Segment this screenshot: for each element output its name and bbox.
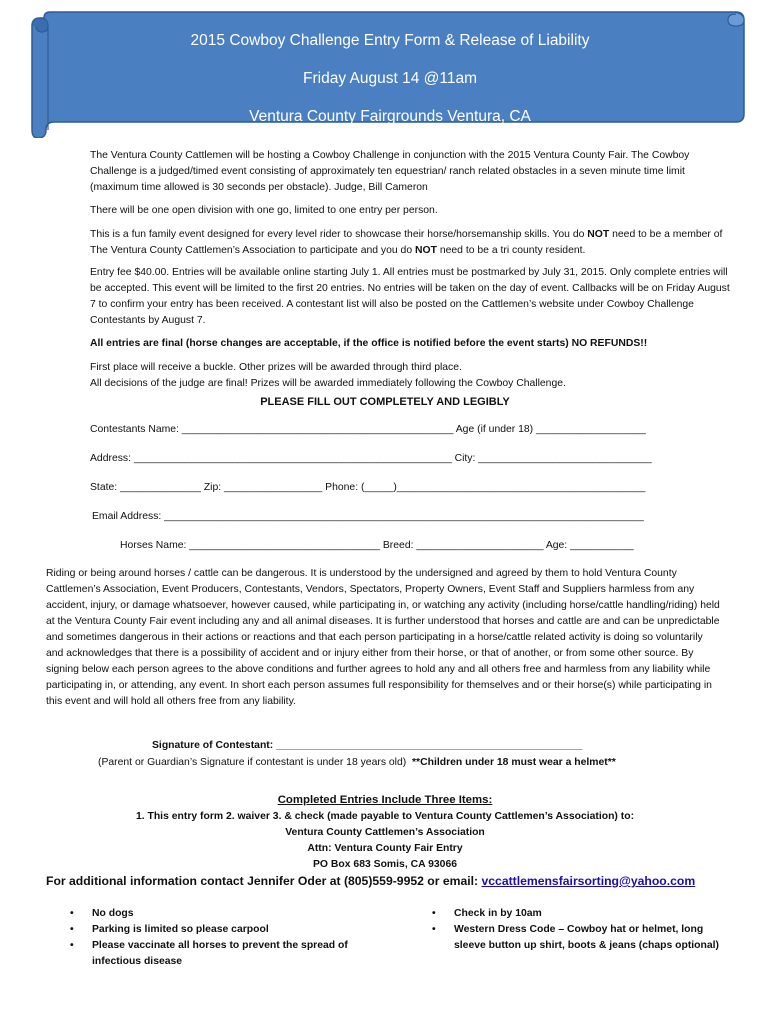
horse-info-field[interactable]: Horses Name: _________________________________ Breed: ______________________ Age: ___________ [120, 540, 634, 551]
event-venue: Ventura County Fairgrounds Ventura, CA [249, 108, 531, 125]
bullet-list-left [66, 906, 366, 970]
form-title: 2015 Cowboy Challenge Entry Form & Release of Liability [190, 32, 590, 49]
contact-email-link[interactable]: vccattlemensfairsorting@yahoo.com [481, 874, 696, 888]
mailing-address-line-3: PO Box 683 Somis, CA 93066 [313, 859, 457, 870]
prizes-line-2: All decisions of the judge are final! Prizes will be awarded immediately following the Cowboy Challenge. [90, 378, 566, 389]
guardian-note [98, 755, 616, 771]
p3-not-2: NOT [415, 245, 437, 256]
contact-text: For additional information contact Jennifer Oder at (805)559-9952 or email: [46, 874, 482, 888]
address-field[interactable]: Address: _______________________________________________________ City: ______________________________ [90, 453, 652, 464]
bullet-item [66, 938, 366, 970]
title-banner [30, 10, 746, 138]
bullet-item [66, 922, 366, 938]
guardian-text: (Parent or Guardian’s Signature if contestant is under 18 years old) [98, 757, 413, 768]
bullet-text: Please vaccinate all horses to prevent the spread of infectious disease [92, 940, 348, 967]
helmet-notice: **Children under 18 must wear a helmet** [412, 757, 616, 768]
intro-paragraph-4: Entry fee $40.00. Entries will be available online starting July 1. All entries must be postmarked by July 31, 2015. Only complete entries will be accepted. This event will be limited to the first 20 entries. No entries will be taken on the day of event. Callbacks will be on Friday August 7 to confirm your entry has been received. A contestant list will also be posted on the Cattlemen’s website under Cowboy Challenge Contestants by August 7. [90, 267, 730, 326]
bullet-text: Parking is limited so please carpool [92, 924, 269, 935]
completed-entries-items: 1. This entry form 2. waiver 3. & check (made payable to Ventura County Cattlemen’s Association) to: [135, 811, 635, 822]
intro-paragraph-1: The Ventura County Cattlemen will be hosting a Cowboy Challenge in conjunction with the 2015 Ventura County Fair. The Cowboy Challenge is a judged/timed event consisting of approximately ten equestrian/ ranch related obstacles in a seven minute time limit (maximum time allowed is 30 seconds per obstacle). Judge, Bill Cameron [90, 150, 690, 193]
bullet-item [428, 906, 728, 922]
bullet-item [428, 922, 728, 954]
prizes-line-1: First place will receive a buckle. Other prizes will be awarded through third place. [90, 362, 462, 373]
p3-text-b: need to be a member of The Ventura County Cattlemen’s Association to participate and you do [90, 229, 723, 256]
signature-field[interactable]: Signature of Contestant: _____________________________________________________ [152, 740, 583, 751]
no-refunds-notice: All entries are final (horse changes are acceptable, if the office is notified before the event starts) NO REFUNDS!! [90, 338, 648, 349]
release-of-liability-text: Riding or being around horses / cattle can be dangerous. It is understood by the undersigned and agreed by them to hold Ventura County Cattlemen’s Association, Event Producers, Contestants, Vendors, Spectators, Property Owners, Event Staff and Suppliers harmless from any accident, injury, or damage whatsoever, however caused, while participating in, or watching any activity (including horse/cattle handling/riding) held at the Ventura County Fair event including any and all animal diseases. It is further understood that horses and cattle are and can be unpredictable and sometimes dangerous in their actions or reactions and that each person participating in a horse/cattle related activity is doing so voluntarily and acknowledges that there is a possibility of accident and or injury either from their horse, or that of another, or from some other source. By signing below each person agrees to the above conditions and further agrees to hold any and all others free and harmless from any liability while participating in, or attending, any event. In short each person assumes full responsibility for themselves and or their horse(s) while participating in this event and will hold all others free from any liability. [46, 568, 720, 707]
bullet-text: Check in by 10am [454, 908, 542, 919]
completed-entries-heading: Completed Entries Include Three Items: [277, 794, 493, 806]
bullet-text: No dogs [92, 908, 134, 919]
p3-not-1: NOT [587, 229, 610, 240]
contestant-name-field[interactable]: Contestants Name: _______________________________________________ Age (if under 18) ___________________ [90, 424, 646, 435]
bullet-dot-icon: • [432, 908, 436, 919]
p3-text-a: This is a fun family event designed for every level rider to showcase their horse/horsemanship skills. You do [90, 229, 588, 240]
bullet-item [66, 906, 366, 922]
event-date: Friday August 14 @11am [303, 70, 477, 87]
bullet-dot-icon: • [432, 924, 436, 935]
email-field[interactable]: Email Address: ___________________________________________________________________________________ [92, 511, 644, 522]
contact-info [46, 873, 746, 889]
intro-paragraph-2: There will be one open division with one go, limited to one entry per person. [90, 205, 438, 216]
mailing-address-line-2: Attn: Ventura County Fair Entry [307, 843, 463, 854]
p3-text-c: need to be a tri county resident. [436, 245, 586, 256]
mailing-address-line-1: Ventura County Cattlemen’s Association [285, 827, 485, 838]
state-zip-phone-field[interactable]: State: ______________ Zip: _________________ Phone: (_____)___________________________________________ [90, 482, 646, 493]
intro-paragraph-3 [90, 227, 730, 259]
bullet-text: Western Dress Code – Cowboy hat or helmet, long sleeve button up shirt, boots & jeans (chaps optional) [454, 924, 719, 951]
bullet-list-right [428, 906, 728, 954]
form-heading: PLEASE FILL OUT COMPLETELY AND LEGIBLY [260, 396, 510, 408]
bullet-dot-icon: • [70, 908, 74, 919]
bullet-dot-icon: • [70, 924, 74, 935]
bullet-dot-icon: • [70, 940, 74, 951]
